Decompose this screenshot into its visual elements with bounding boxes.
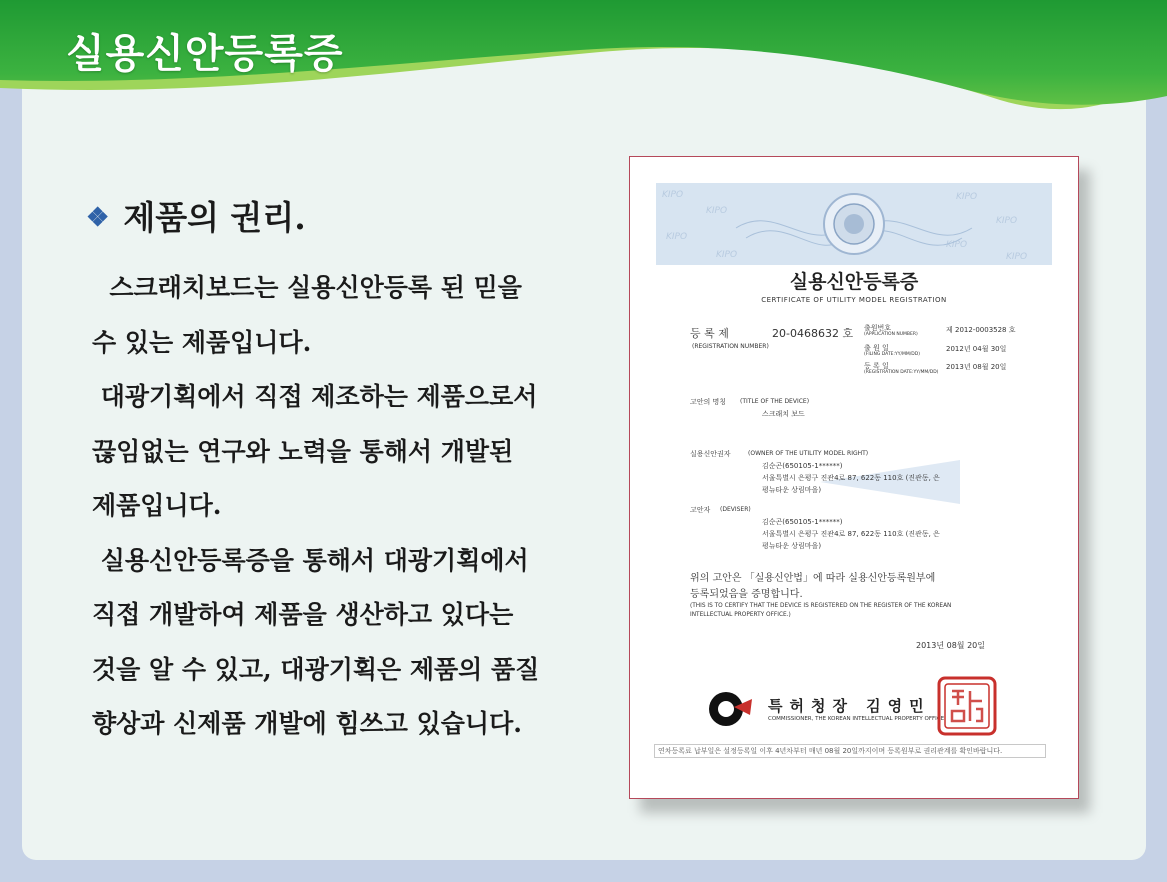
certificate-image (629, 156, 1079, 799)
deviser-address-line2: 평뉴타운 상림마을) (762, 542, 822, 550)
statement-en-line2: INTELLECTUAL PROPERTY OFFICE.) (690, 612, 791, 618)
band-watermark: KIPO (666, 232, 688, 242)
issue-date: 2013년 08월 20일 (916, 641, 985, 650)
application-value: 제 2012-0003528 호 (946, 326, 1016, 334)
band-watermark: KIPO (996, 216, 1018, 226)
certificate-subtitle: CERTIFICATE OF UTILITY MODEL REGISTRATION (761, 296, 947, 304)
owner-name: 김순곤(650105-1******) (762, 462, 843, 470)
owner-address-line2: 평뉴타운 상림마을) (762, 486, 822, 494)
band-watermark: KIPO (662, 190, 684, 200)
registration-number: 20-0468632 호 (772, 327, 854, 340)
body-line: 끊임없는 연구와 노력을 통해서 개발된 (92, 436, 514, 466)
commissioner-en: COMMISSIONER, THE KOREAN INTELLECTUAL PROPERTY OFFICE (768, 716, 945, 722)
filing-value: 2012년 04월 30일 (946, 345, 1007, 353)
application-label: 출원번호 (864, 324, 892, 332)
deviser-address-line1: 서울특별시 은평구 진관4로 87, 622동 110호 (진관동, 은 (762, 530, 940, 538)
certificate-title: 실용신안등록증 (789, 271, 919, 293)
body-line: 실용신안등록증을 통해서 대광기획에서 (92, 545, 529, 575)
registration-label: 등 록 제 (690, 327, 729, 340)
body-paragraph (92, 268, 612, 759)
body-line: 직접 개발하여 제품을 생산하고 있다는 (92, 600, 514, 629)
owner-address-line1: 서울특별시 은평구 진관4로 87, 622동 110호 (진관동, 은 (762, 474, 940, 482)
statement-line2: 등록되었음을 증명합니다. (690, 589, 803, 600)
deviser-name: 김순곤(650105-1******) (762, 518, 843, 526)
diamond-cluster-icon: ❖ (86, 203, 110, 233)
deviser-label: 고안자 (690, 506, 711, 514)
band-watermark: KIPO (1006, 252, 1028, 262)
statement-en-line1: (THIS IS TO CERTIFY THAT THE DEVICE IS REGISTERED ON THE REGISTER OF THE KOREAN (690, 603, 952, 609)
registration-label-en: (REGISTRATION NUMBER) (692, 343, 769, 350)
registration-date-label-en: (REGISTRATION DATE:YY/MM/DD) (864, 370, 939, 375)
official-seal-icon (936, 675, 998, 737)
kipo-logo-icon (706, 689, 752, 729)
body-line: 스크래치보드는 실용신안등록 된 믿을 (92, 273, 522, 302)
owner-label-en: (OWNER OF THE UTILITY MODEL RIGHT) (748, 450, 869, 457)
filing-label: 출 원 일 (864, 344, 889, 352)
section-heading (86, 192, 306, 239)
registration-date-value: 2013년 08월 20일 (946, 363, 1007, 371)
statement-line1: 위의 고안은 「실용신안법」에 따라 실용신안등록원부에 (690, 573, 936, 584)
body-line: 향상과 신제품 개발에 힘쓰고 있습니다. (92, 709, 522, 738)
application-label-en: (APPLICATION NUMBER) (864, 332, 918, 337)
body-line: 대광기획에서 직접 제조하는 제품으로서 (92, 382, 538, 411)
body-line: 제품입니다. (92, 491, 222, 520)
certificate-header-band (656, 183, 1052, 265)
device-title-label-en: (TITLE OF THE DEVICE) (740, 398, 810, 405)
device-title-label: 고안의 명칭 (690, 398, 727, 406)
owner-label: 실용신안권자 (690, 450, 731, 458)
certificate-footer-note: 연차등록료 납부일은 설정등록일 이후 4년차부터 매년 08월 20일까지이며 등록원부로 권리관계를 확인바랍니다. (654, 744, 1046, 758)
deviser-label-en: (DEVISER) (720, 506, 751, 513)
page-title: 실용신안등록증 (66, 31, 344, 77)
registration-date-label: 등 록 일 (864, 362, 889, 370)
band-watermark: KIPO (946, 240, 968, 250)
filing-label-en: (FILING DATE:YY/MM/DD) (864, 352, 920, 357)
body-line: 것을 알 수 있고, 대광기획은 제품의 품질 (92, 654, 540, 684)
band-watermark: KIPO (956, 192, 978, 202)
commissioner-name: 특허청장 김영민 (768, 697, 931, 715)
band-watermark: KIPO (716, 250, 738, 260)
band-watermark: KIPO (706, 206, 728, 216)
national-emblem-icon (656, 183, 1052, 265)
body-line: 수 있는 제품입니다. (92, 327, 312, 357)
section-heading-text: 제품의 권리. (123, 198, 306, 237)
device-title-value: 스크래치 보드 (762, 410, 805, 418)
